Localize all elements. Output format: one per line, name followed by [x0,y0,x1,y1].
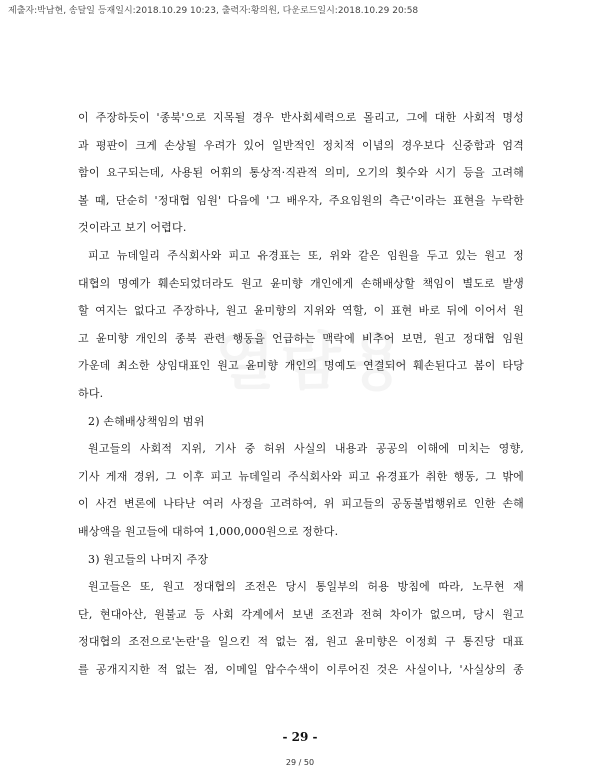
text-line: 하다. [78,386,104,400]
text-line: 기사 게재 경위, 그 이후 피고 뉴데일리 주식회사와 피고 유경표가 취한 행동, 그 밖에 [78,469,524,483]
text-line: 원고들의 사회적 지위, 기사 중 허위 사실의 내용과 공공의 이해에 미치는 영향, [88,442,524,456]
text-line: 원고들은 또, 원고 정대협의 조전은 당시 통일부의 허용 방침에 따라, 노무현 재 [88,580,524,594]
text-line: 를 공개지지한 적 없는 점, 이메일 압수수색이 이루어진 것은 사실이나, '사실상의 종 [78,662,524,676]
text-line: 가운데 최소한 상임대표인 원고 윤미향 개인의 명예도 연결되어 훼손된다고 봄이 타당 [78,359,524,373]
text-line: 할 여지는 없다고 주장하나, 원고 윤미향의 지위와 역할, 이 표현 바로 뒤에 이어서 원 [78,304,524,318]
text-line: 이 사건 변론에 나타난 여러 사정을 고려하여, 위 피고들의 공동불법행위로 인한 손해 [78,497,524,511]
page-counter: 29 / 50 [285,758,315,767]
text-line: 단, 현대아산, 원불교 등 사회 각계에서 보낸 조전과 전혀 차이가 없으며, 당시 원고 [78,607,524,621]
section-heading: 2) 손해배상책임의 범위 [88,414,205,428]
text-line: 이 주장하듯이 '종북'으로 지목될 경우 반사회세력으로 몰리고, 그에 대한 사회적 명성 [78,111,524,124]
submission-header: 제출자:박남현, 송달일 등재일시:2018.10.29 10:23, 출력자:황의원, 다운로드일시:2018.10.29 20:58 [8,6,419,16]
text-line: 함이 요구되는데, 사용된 어휘의 통상적·직관적 의미, 오기의 횟수와 시기 등을 고려해 [78,166,524,180]
document-body [78,104,524,683]
text-line: 정대협의 조전으로'논란'을 일으킨 적 없는 점, 원고 윤미향은 이정희 구 통진당 대표 [78,635,524,649]
page-number: - 29 - [282,730,318,744]
text-line: 배상액을 원고들에 대하여 1,000,000원으로 정한다. [78,524,339,538]
text-line: 피고 뉴데일리 주식회사와 피고 유경표는 또, 위와 같은 임원을 두고 있는 원고 정 [88,248,524,262]
text-line: 볼 때, 단순히 '정대협 임원' 다음에 '그 배우자, 주요임원의 측근'이라는 표현을 누락한 [78,193,524,207]
text-line: 고 윤미향 개인의 종북 관련 행동을 언급하는 맥락에 비추어 보면, 원고 정대협 임원 [78,331,524,345]
text-line: 것이라고 보기 어렵다. [78,221,187,235]
text-line: 과 평판이 크게 손상될 우려가 있어 일반적인 정치적 이념의 경우보다 신중함과 엄격 [78,138,524,152]
section-heading: 3) 원고들의 나머지 주장 [88,552,209,566]
text-line: 대협의 명예가 훼손되었더라도 원고 윤미향 개인에게 손해배상할 책임이 별도로 발생 [78,276,524,290]
